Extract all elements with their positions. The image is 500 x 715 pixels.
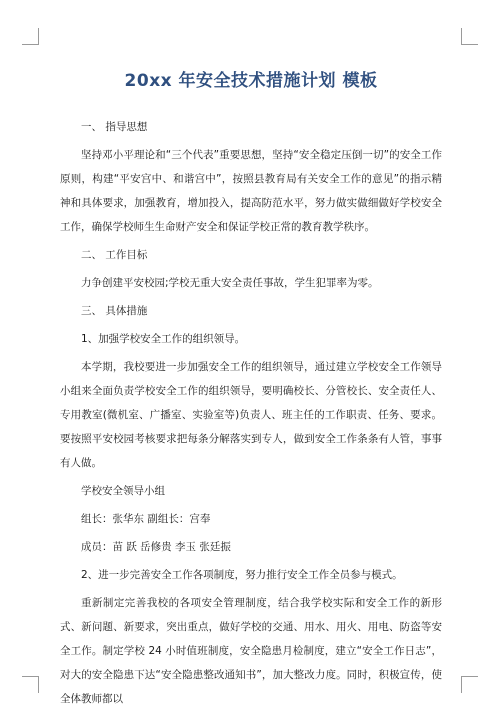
paragraph-measure-2: 重新制定完善我校的各项安全管理制度，结合我学校实际和安全工作的新形式、新问题、新要求，突出重点，做好学校的交通、用水、用火、用电、防盗等安全工作。制定学校 24 小时值班制度，安全隐患月检制度，建立“安全工作日志”，对大的安全隐患下达“安全隐患整改通知书”，加大整改力度。同时，积极宣传，使全体教师都以 — [60, 597, 442, 705]
crop-mark-bottom-left — [22, 676, 39, 693]
subheading-measure-1: 1、加强学校安全工作的组织领导。 — [81, 333, 246, 345]
document-title: 20xx 年安全技术措施计划 模板 — [124, 71, 378, 91]
leadership-group-members: 成员：苗 跃 岳修贵 李玉 张廷振 — [81, 541, 231, 553]
section-heading-specific-measures: 三、 具体措施 — [81, 305, 148, 317]
section-heading-work-goals: 二、 工作目标 — [81, 249, 148, 261]
paragraph-measure-1: 本学期，我校要进一步加强安全工作的组织领导，通过建立学校安全工作领导小组来全面负责学校安全工作的组织领导，要明确校长、分管校长、安全责任人、专用教室(微机室、广播室、实验室等)负责人、班主任的工作职责、任务、要求。要按照平安校园考核要求把每条分解落实到专人，做到安全工作条条有人管，事事有人做。 — [60, 361, 442, 469]
subheading-measure-2: 2、进一步完善安全工作各项制度，努力推行安全工作全员参与模式。 — [81, 569, 403, 581]
leadership-group-leaders: 组长：张华东 副组长：宫奉 — [81, 513, 211, 525]
section-heading-guiding-thought: 一、 指导思想 — [81, 121, 148, 133]
document-page — [60, 58, 442, 715]
paragraph-work-goals: 力争创建平安校园;学校无重大安全责任事故，学生犯罪率为零。 — [81, 277, 379, 289]
leadership-group-title: 学校安全领导小组 — [81, 485, 165, 497]
crop-mark-top-left — [22, 28, 39, 45]
crop-mark-top-right — [461, 28, 478, 45]
crop-mark-bottom-right — [461, 676, 478, 693]
paragraph-guiding-thought: 坚持邓小平理论和“三个代表”重要思想，坚持“安全稳定压倒一切”的安全工作原则，构建“平安宫中、和谐宫中”，按照县教育局有关安全工作的意见”的指示精神和具体要求，加强教育，增加投入，提高防范水平，努力做实做细做好学校安全工作，确保学校师生生命财产安全和保证学校正常的教育教学秩序。 — [60, 149, 442, 233]
